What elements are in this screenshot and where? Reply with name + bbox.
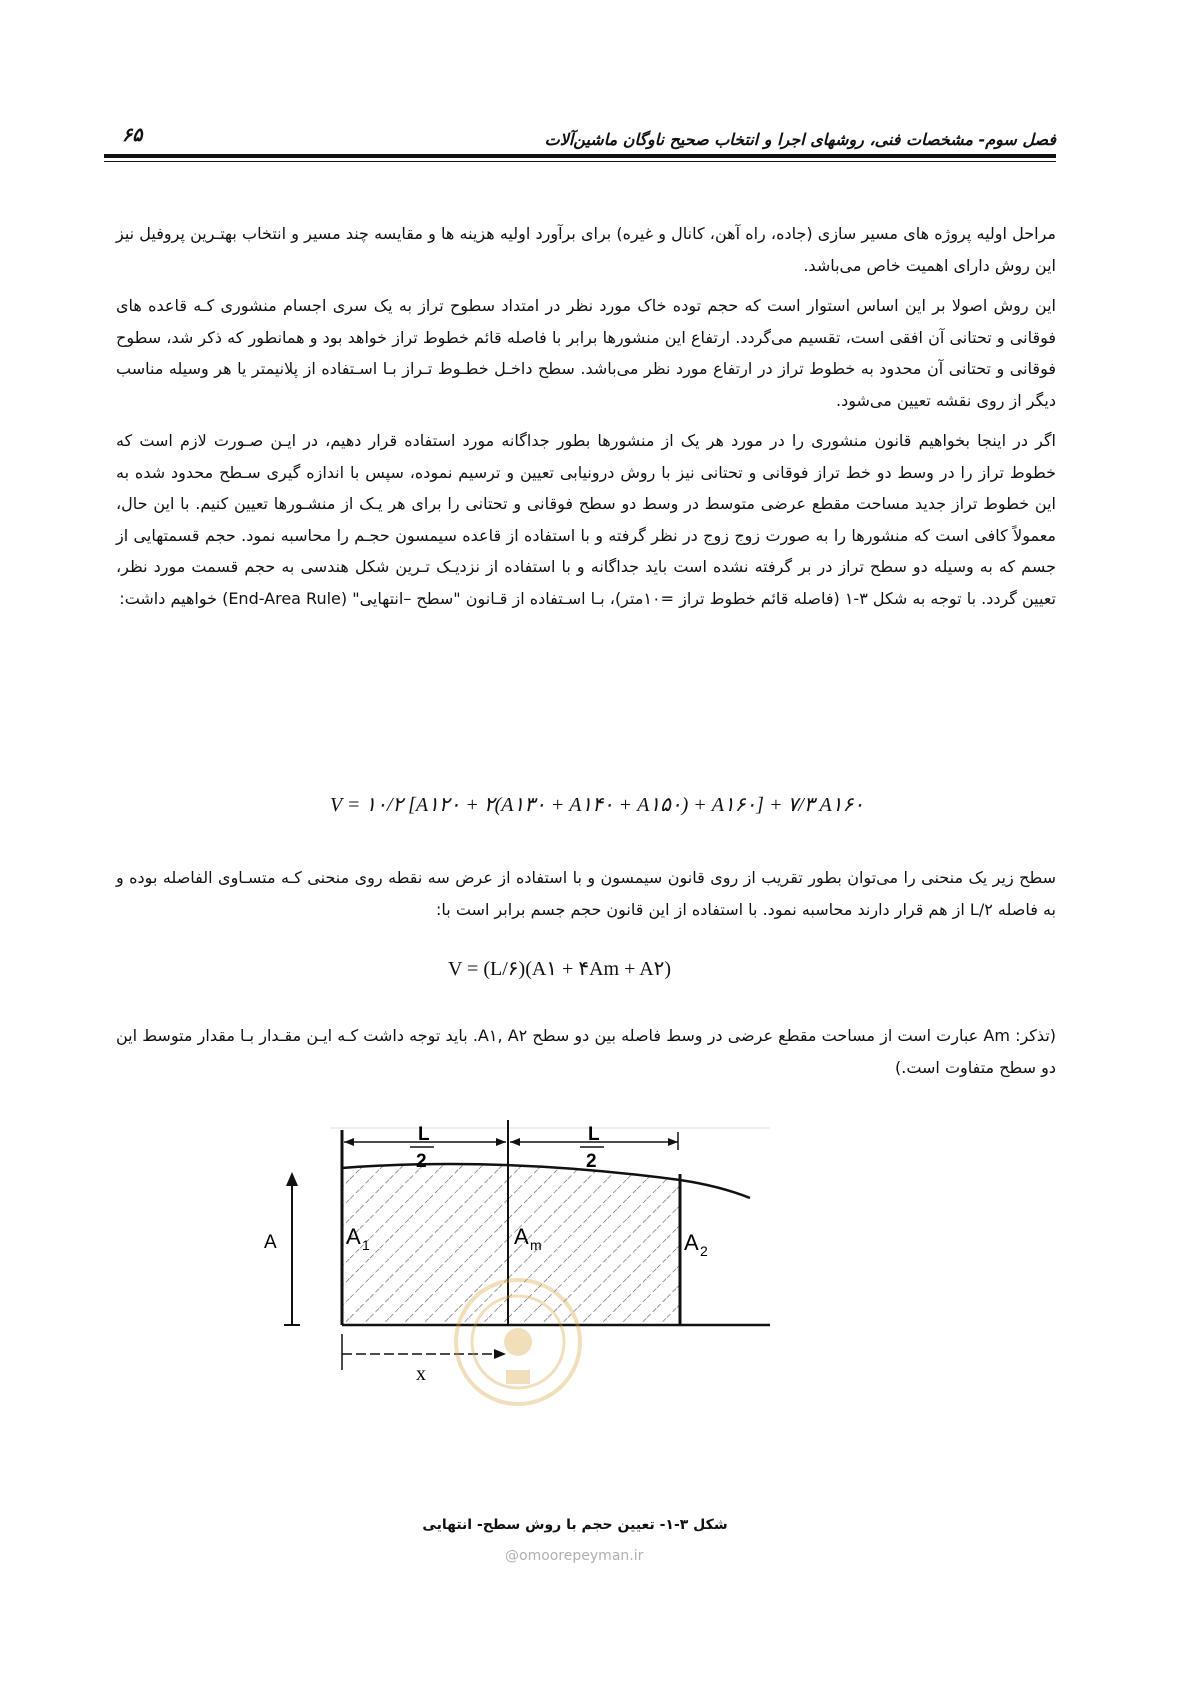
paragraph-1: مراحل اولیه پروژه های مسیر سازی (جاده، راه آهن، کانال و غیره) برای برآورد اولیه هزینه ها و مقایسه چند مسیر و انتخاب بهتـرین پروفیل نیز این روش دارای اهمیت خاص می‌باشد. (116, 224, 1056, 275)
half-right-den: 2 (586, 1151, 597, 1172)
half-left-den: 2 (416, 1151, 427, 1172)
paragraph-2: این روش اصولا بر این اساس استوار است که حجم توده خاک مورد نظر در امتداد سطوح تراز به یک سری اجسام منشوری کـه قاعده های فوقانی و تحتانی آن افقی است، تقسیم می‌گردد. ارتفاع این منشورها برابر با فاصله قائم خطوط تراز خواهد بود و همانطور که ذکر شد، سطوح فوقانی و تحتانی آن محدود به خطوط تراز در ارتفاع مورد نظر می‌باشد. سطح داخـل خطـوط تـراز بـا اسـتفاده از پلانیمتر یا هر وسیله مناسب دیگر از روی نقشه تعیین می‌شود. (116, 296, 1056, 410)
header-rule-thick (104, 154, 1056, 158)
hatched-region (342, 1164, 680, 1325)
height-label: A (264, 1232, 277, 1253)
x-label: x (416, 1363, 426, 1385)
figure-caption: شکل ۳-۱- تعیین حجم با روش سطح- انتهایی (422, 1517, 728, 1533)
arrowhead (496, 1138, 506, 1146)
end-area-figure (264, 1120, 830, 1510)
body-text-3 (116, 1020, 1056, 1083)
body-text (116, 218, 1056, 614)
arrowhead (668, 1138, 678, 1146)
equation-end-area: V = ۱۰/۲ [A۱۲۰ + ۲(A۱۳۰ + A۱۴۰ + A۱۵۰) + A۱۶۰] + ۷/۳ A۱۶۰ (330, 794, 864, 816)
paragraph-simpson: سطح زیر یک منحنی را می‌توان بطور تقریب از روی قانون سیمسون و با استفاده از عرض سه نقطه روی منحنی کـه متسـاوی الفاصله بوده و به فاصله L/۲ از هم قرار دارند محاسبه نمود. با استفاده از این قانون حجم جسم برابر است با: (116, 868, 1056, 919)
a2-label: A (684, 1230, 699, 1255)
a1-label: A (346, 1224, 361, 1249)
watermark-url: @omoorepeyman.ir (505, 1548, 644, 1564)
half-left-num: L (418, 1124, 430, 1145)
half-right-num: L (588, 1124, 600, 1145)
arrowhead (510, 1138, 520, 1146)
body-text-2 (116, 862, 1056, 925)
paragraph-3: اگر در اینجا بخواهیم قانون منشوری را در مورد هر یک از منشورها بطور جداگانه مورد استفاده قرار دهیم، در ایـن صـورت لازم است که خطوط تراز را در وسط دو خط تراز فوقانی و تحتانی نیز با روش درونیابی تعیین و ترسیم نموده، سپس با اندازه گیری سـطح محدود شده به این خطوط تراز جدید مساحت مقطع عرضی متوسط در وسط دو سطح فوقانی و تحتانی را برای هر یـک از منشـورها تعیین کنیم. با این حال، معمولاً کافی است که منشورها را به صورت زوج زوج در نظر گرفته و با استفاده از قاعده سیمسون حجـم را محاسبه نمود. حجم قسمتهایی از جسم که به وسیله دو سطح تراز در بر گرفته نشده است باید جداگانه و با استفاده از نزدیـک تـرین شکل هندسی به حجم قسمت مورد نظر، تعیین گردد. با توجه به شکل ۳-۱ (فاصله قائم خطوط تراز =۱۰متر)، بـا اسـتفاده از قـانون "سطح –انتهایی" (End-Area Rule) خواهیم داشت: (116, 431, 1056, 608)
am-sub: m (530, 1237, 542, 1253)
am-label: A (514, 1224, 529, 1249)
a1-sub: 1 (362, 1237, 370, 1253)
page-number: ۶۵ (122, 124, 143, 146)
a2-sub: 2 (700, 1243, 708, 1259)
equation-simpson: V = (L/۶)(A۱ + ۴Am + A۲) (448, 958, 672, 980)
arrowhead (344, 1138, 354, 1146)
note-paragraph: (تذکر: Am عبارت است از مساحت مقطع عرضی در وسط فاصله بین دو سطح A۱, A۲. باید توجه داشت کـه ایـن مقـدار بـا مقدار متوسط این دو سطح متفاوت است.) (116, 1026, 1057, 1077)
header-rule-thin (104, 161, 1056, 162)
arrowhead (286, 1172, 298, 1186)
chapter-title: فصل سوم- مشخصات فنی، روشهای اجرا و انتخاب صحیح ناوگان ماشین‌آلات (544, 130, 1056, 149)
arrowhead (494, 1349, 506, 1359)
